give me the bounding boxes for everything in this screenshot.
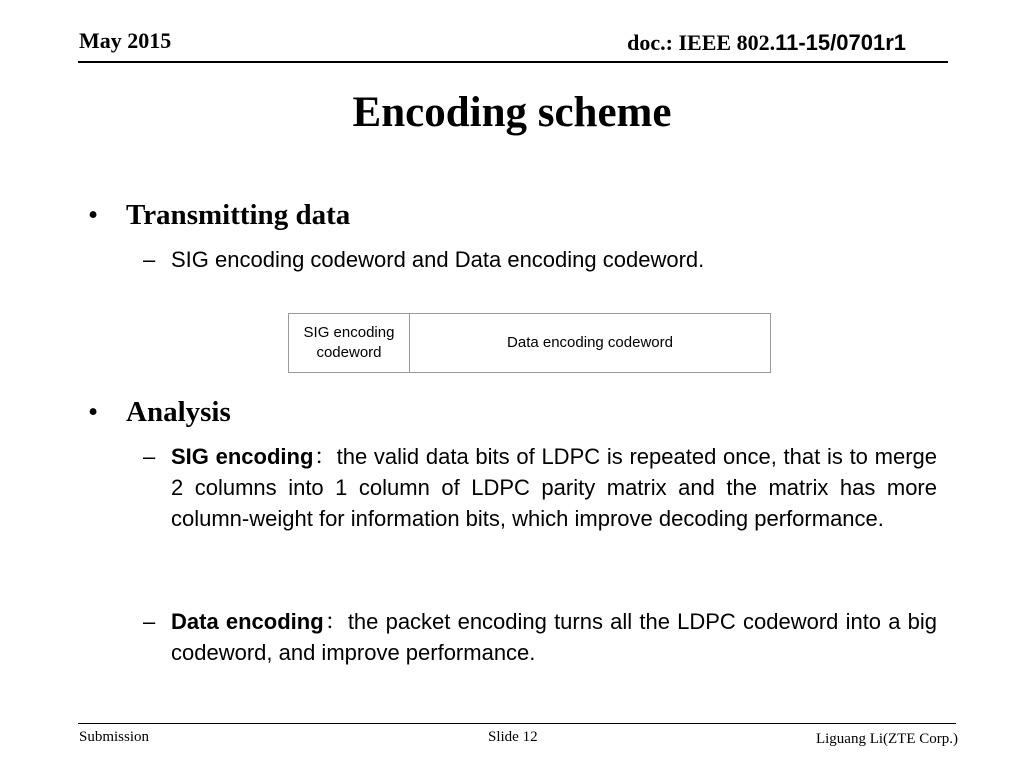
sub-bullet-text: SIG encoding codeword and Data encoding codeword. xyxy=(171,247,705,272)
sub-bullet-data-encoding xyxy=(143,606,937,668)
footer-divider xyxy=(78,723,956,724)
codeword-table xyxy=(288,313,771,373)
header-divider xyxy=(78,61,948,63)
slide-title: Encoding scheme xyxy=(352,89,672,136)
sub-bullet-codewords xyxy=(143,244,937,275)
doc-id-number: 11-15/0701r1 xyxy=(775,30,906,55)
dash-icon: – xyxy=(143,444,156,469)
bullet-heading: Transmitting data xyxy=(126,199,351,231)
footer-author: Liguang Li(ZTE Corp.) xyxy=(815,731,958,747)
sub-bullet-label: SIG encoding xyxy=(171,444,314,469)
bullet-icon: • xyxy=(88,199,99,231)
header-date: May 2015 xyxy=(79,28,172,53)
bullet-icon: • xyxy=(88,396,99,428)
sub-bullet-label: Data encoding xyxy=(171,609,324,634)
dash-icon: – xyxy=(143,247,156,272)
sub-bullet-text: the packet encoding turns all the LDPC codeword into a big codeword, and improve performance. xyxy=(171,609,938,665)
sub-bullet-sig-encoding xyxy=(143,441,937,534)
label-separator: ： xyxy=(323,609,348,634)
footer-slide-number: Slide 12 xyxy=(488,729,538,745)
sig-codeword-cell: SIG encoding codeword xyxy=(289,314,410,372)
doc-id-prefix: doc.: IEEE 802. xyxy=(627,30,776,55)
dash-icon: – xyxy=(143,609,156,634)
sub-bullet-text: the valid data bits of LDPC is repeated once, that is to merge 2 columns into 1 column of LDPC parity matrix and the matrix has more column-weight for information bits, which improve decoding performance. xyxy=(171,444,937,531)
header-doc-id xyxy=(627,30,906,56)
footer-submission: Submission xyxy=(79,729,150,745)
bullet-heading: Analysis xyxy=(126,396,231,428)
data-codeword-cell: Data encoding codeword xyxy=(507,334,673,351)
label-separator: ： xyxy=(313,444,337,469)
